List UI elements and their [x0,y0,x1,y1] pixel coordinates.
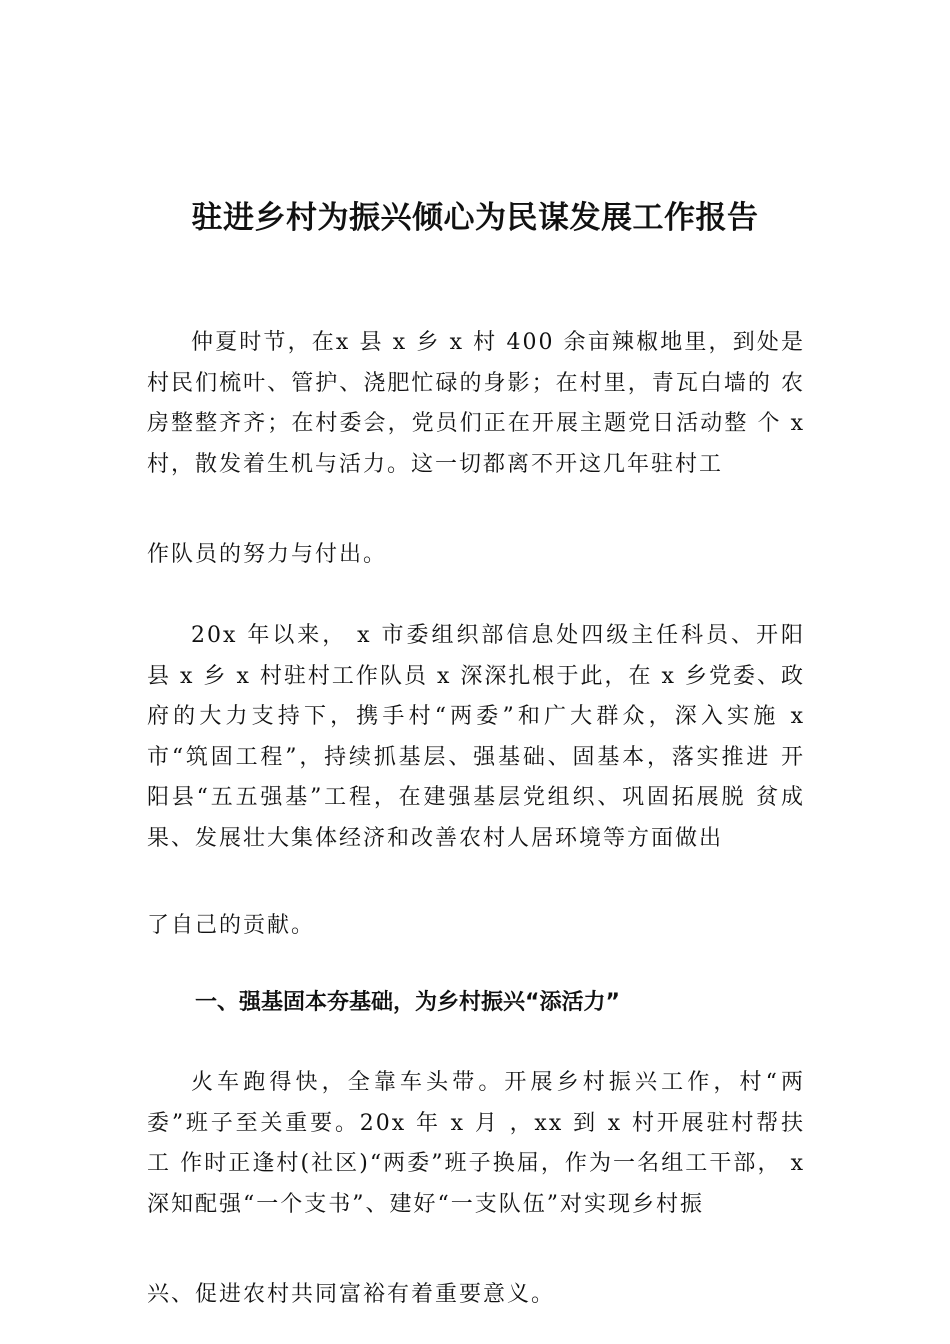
paragraph-background: 20x 年以来， x 市委组织部信息处四级主任科员、开阳 县 x 乡 x 村驻村工作队员 x 深深扎根于此，在 x 乡党委、政 府的大力支持下，携手村“两委”和广大群众，深入实施 x 市“筑固工程”，持续抓基层、强基础、固基本，落实推进 开阳县“五五强基”工程，在建强基层党组织、巩固拓展脱 贫成果、发展壮大集体经济和改善农村人居环境等方面做出 [147,623,805,851]
paragraph-section-1: 火车跑得快，全靠车头带。开展乡村振兴工作，村“两委”班子至关重要。20x 年 x 月 ，xx 到 x 村开展驻村帮扶工 作时正逢村(社区)“两委”班子换届，作为一名组工干部， x 深知配强“一个支书”、建好“一支队伍”对实现乡村振 [147,1070,805,1217]
document-title: 驻进乡村为振兴倾心为民谋发展工作报告 [191,200,759,236]
paragraph-background-continuation: 了自己的贡献。 [147,913,316,938]
paragraph-section-1-continuation: 兴、促进农村共同富裕有着重要意义。 [147,1282,556,1307]
paragraph-intro: 仲夏时节，在x 县 x 乡 x 村 400 余亩辣椒地里，到处是 村民们梳叶、管护、浇肥忙碌的身影；在村里，青瓦白墙的 农房整整齐齐；在村委会，党员们正在开展主题党日活动整 个 x 村，散发着生机与活力。这一切都离不开这几年驻村工 [147,330,805,477]
paragraph-intro-continuation: 作队员的努力与付出。 [147,542,388,567]
section-heading-1: 一、强基固本夯基础，为乡村振兴“添活力” [195,990,620,1015]
